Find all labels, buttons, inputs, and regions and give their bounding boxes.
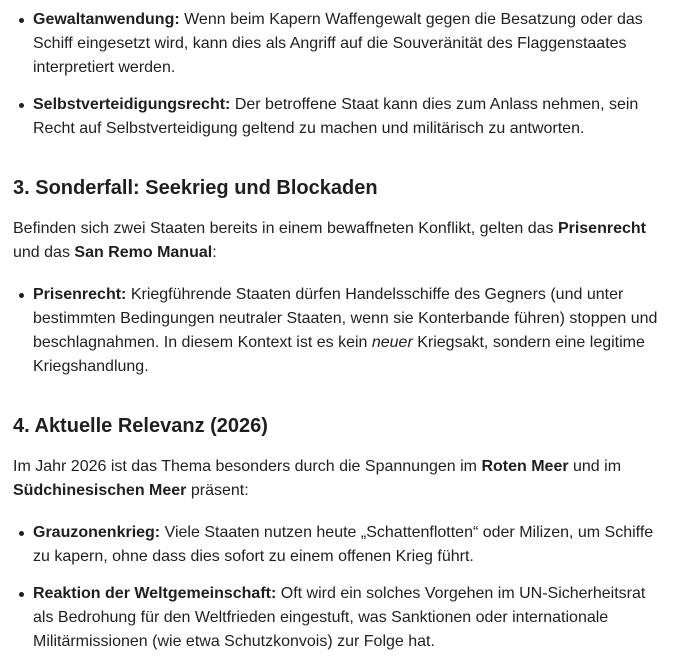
list-item: [33, 582, 666, 654]
list-item: [33, 283, 666, 379]
intro-text: Befinden sich zwei Staaten bereits in einem bewaffneten Konflikt, gelten das: [13, 220, 558, 237]
section-heading-seekrieg: 3. Sonderfall: Seekrieg und Blockaden: [13, 177, 378, 199]
section-intro-paragraph: [13, 217, 666, 265]
list-item-term: Selbstverteidigungsrecht:: [33, 96, 231, 113]
intro-text: und das: [13, 244, 75, 261]
intro-text: und im: [568, 458, 622, 475]
list-item-term: Prisenrecht:: [33, 286, 127, 303]
list-item-text: Oft wird ein solches Vorgehen im UN-Sicherheitsrat als Bedrohung für den Weltfrieden eingestuft, was Sanktionen oder internationale Militärmissionen (wie etwa Schutzkonvois) zur Folge hat.: [33, 585, 646, 650]
list-item-text: Wenn beim Kapern Waffengewalt gegen die Besatzung oder das Schiff eingesetzt wird, kann dies als Angriff auf die Souveränität des Flaggenstaates interpretiert werden.: [33, 11, 643, 76]
list-item-text: Der betroffene Staat kann dies zum Anlass nehmen, sein Recht auf Selbstverteidigung geltend zu machen und militärisch zu antworten.: [33, 96, 639, 137]
list-item: [33, 93, 666, 141]
list-item-emphasis: neuer: [371, 334, 413, 351]
consequences-list: [13, 0, 666, 141]
intro-bold-term: Südchinesischen Meer: [13, 482, 187, 499]
list-item: [33, 8, 666, 80]
list-item-text: Viele Staaten nutzen heute „Schattenflotten“ oder Milizen, um Schiffe zu kapern, ohne dass dies sofort zu einem offenen Krieg führt.: [33, 524, 654, 565]
section-intro-paragraph: [13, 455, 666, 503]
list-item-term: Reaktion der Weltgemeinschaft:: [33, 585, 277, 602]
intro-bold-term: Roten Meer: [481, 458, 569, 475]
intro-text: Im Jahr 2026 ist das Thema besonders durch die Spannungen im: [13, 458, 482, 475]
list-item-text: Kriegsakt, sondern eine legitime Kriegshandlung.: [33, 334, 645, 375]
intro-text: präsent:: [186, 482, 249, 499]
intro-bold-term: San Remo Manual: [74, 244, 213, 261]
relevance-list: [13, 521, 666, 654]
list-item-term: Gewaltanwendung:: [33, 11, 180, 28]
prize-law-list: [13, 283, 666, 379]
list-item-term: Grauzonenkrieg:: [33, 524, 161, 541]
list-item-text: Kriegführende Staaten dürfen Handelsschiffe des Gegners (und unter bestimmten Bedingungen neutraler Staaten, wenn sie Konterbande führen) stoppen und beschlagnahmen. In diesem Kontext ist es kein: [33, 286, 658, 351]
section-heading-relevanz: 4. Aktuelle Relevanz (2026): [13, 415, 268, 437]
intro-bold-term: Prisenrecht: [557, 220, 646, 237]
list-item: [33, 521, 666, 569]
intro-text: :: [212, 244, 217, 261]
